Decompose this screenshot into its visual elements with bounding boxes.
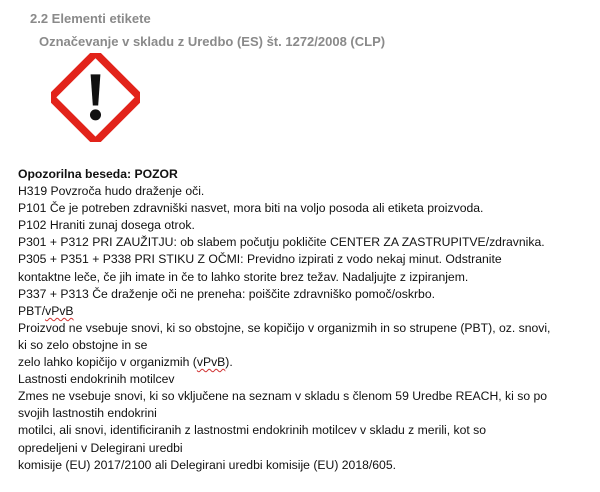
endocrine-text-line1: Zmes ne vsebuje snovi, ki so vključene na seznam v skladu s členom 59 Uredbe REACH, ki so po [18,389,548,404]
precautionary-statement-p337: P337 + P313 Če draženje oči ne preneha: poiščite zdravniško pomoč/oskrbo. [18,286,435,301]
pbt-text-line1: Proizvod ne vsebuje snovi, ki so obstojne, se kopičijo v organizmih in so strupene (PBT), oz. snovi, [18,320,551,335]
pbt-text-line2: ki so zelo obstojne in se [18,337,148,352]
endocrine-text-line2: svojih lastnostih endokrini [18,406,157,421]
pbt-title-part: PBT/ [18,303,46,318]
precautionary-statement-p101: P101 Če je potreben zdravniški nasvet, mora biti na voljo posoda ali etiketa proizvoda. [18,201,484,216]
section-heading: 2.2 Elementi etikete [30,11,151,26]
label-elements-text [18,166,586,474]
section-subheading: Označevanje v skladu z Uredbo (ES) št. 1272/2008 (CLP) [39,34,386,49]
pbt-text-line3-c: ). [225,355,233,370]
precautionary-statement-p305-line1: P305 + P351 + P338 PRI STIKU Z OČMI: Previdno izpirati z vodo nekaj minut. Odstranite [18,252,502,267]
signal-word: Opozorilna beseda: POZOR [18,167,178,181]
endocrine-text-line4: opredeljeni v Delegirani uredbi [18,440,183,455]
precautionary-statement-p102: P102 Hraniti zunaj dosega otrok. [18,218,195,233]
precautionary-statement-p305-line2: kontaktne leče, če jih imate in če to lahko storite brez težav. Nadaljujte z izpiranjem. [18,269,469,284]
pbt-title-vpvb: vPvB [45,303,74,318]
pbt-text-line3-a: zelo lahko kopičijo v organizmih ( [18,355,197,370]
exclamation-mark-hazard-icon [51,53,140,142]
endocrine-text-line5: komisije (EU) 2017/2100 ali Delegirani uredbi komisije (EU) 2018/605. [18,457,396,472]
pbt-title [18,303,586,320]
pbt-text-line3-vpvb: vPvB [196,355,226,370]
endocrine-title: Lastnosti endokrinih motilcev [18,372,175,387]
endocrine-text-line3: motilci, ali snovi, identificiranih z lastnostmi endokrinih motilcev v skladu z merili, kot so [18,423,487,438]
pbt-text-line3 [18,354,586,371]
hazard-statement-h319: H319 Povzroča hudo draženje oči. [18,184,205,199]
precautionary-statement-p301: P301 + P312 PRI ZAUŽITJU: ob slabem počutju pokličite CENTER ZA ZASTRUPITVE/zdravnika. [18,235,545,250]
